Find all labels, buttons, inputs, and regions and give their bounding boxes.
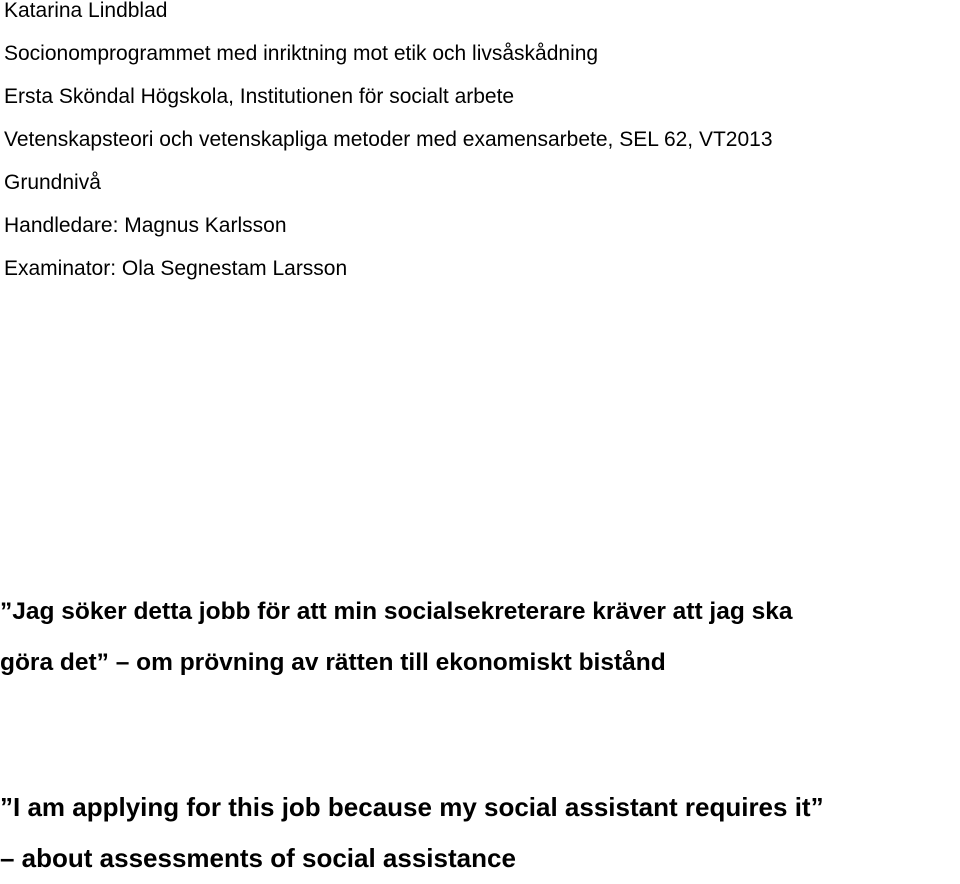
study-program: Socionomprogrammet med inriktning mot etik och livsåskådning <box>4 42 599 65</box>
course-name: Vetenskapsteori och vetenskapliga metoder med examensarbete, SEL 62, VT2013 <box>4 128 773 151</box>
swedish-title-line-1: ”Jag söker detta jobb för att min socialsekreterare kräver att jag ska <box>0 598 793 625</box>
institution: Ersta Sköndal Högskola, Institutionen för socialt arbete <box>4 85 515 108</box>
academic-level: Grundnivå <box>4 171 101 194</box>
swedish-title-line-2: göra det” – om prövning av rätten till ekonomiskt bistånd <box>0 649 666 676</box>
english-title-line-1: ”I am applying for this job because my social assistant requires it” <box>0 792 824 822</box>
english-title-line-2: – about assessments of social assistance <box>0 843 516 873</box>
author-name: Katarina Lindblad <box>4 0 168 22</box>
thesis-metadata <box>4 0 773 301</box>
swedish-title <box>0 586 793 688</box>
supervisor: Handledare: Magnus Karlsson <box>4 214 287 237</box>
examiner: Examinator: Ola Segnestam Larsson <box>4 257 348 280</box>
